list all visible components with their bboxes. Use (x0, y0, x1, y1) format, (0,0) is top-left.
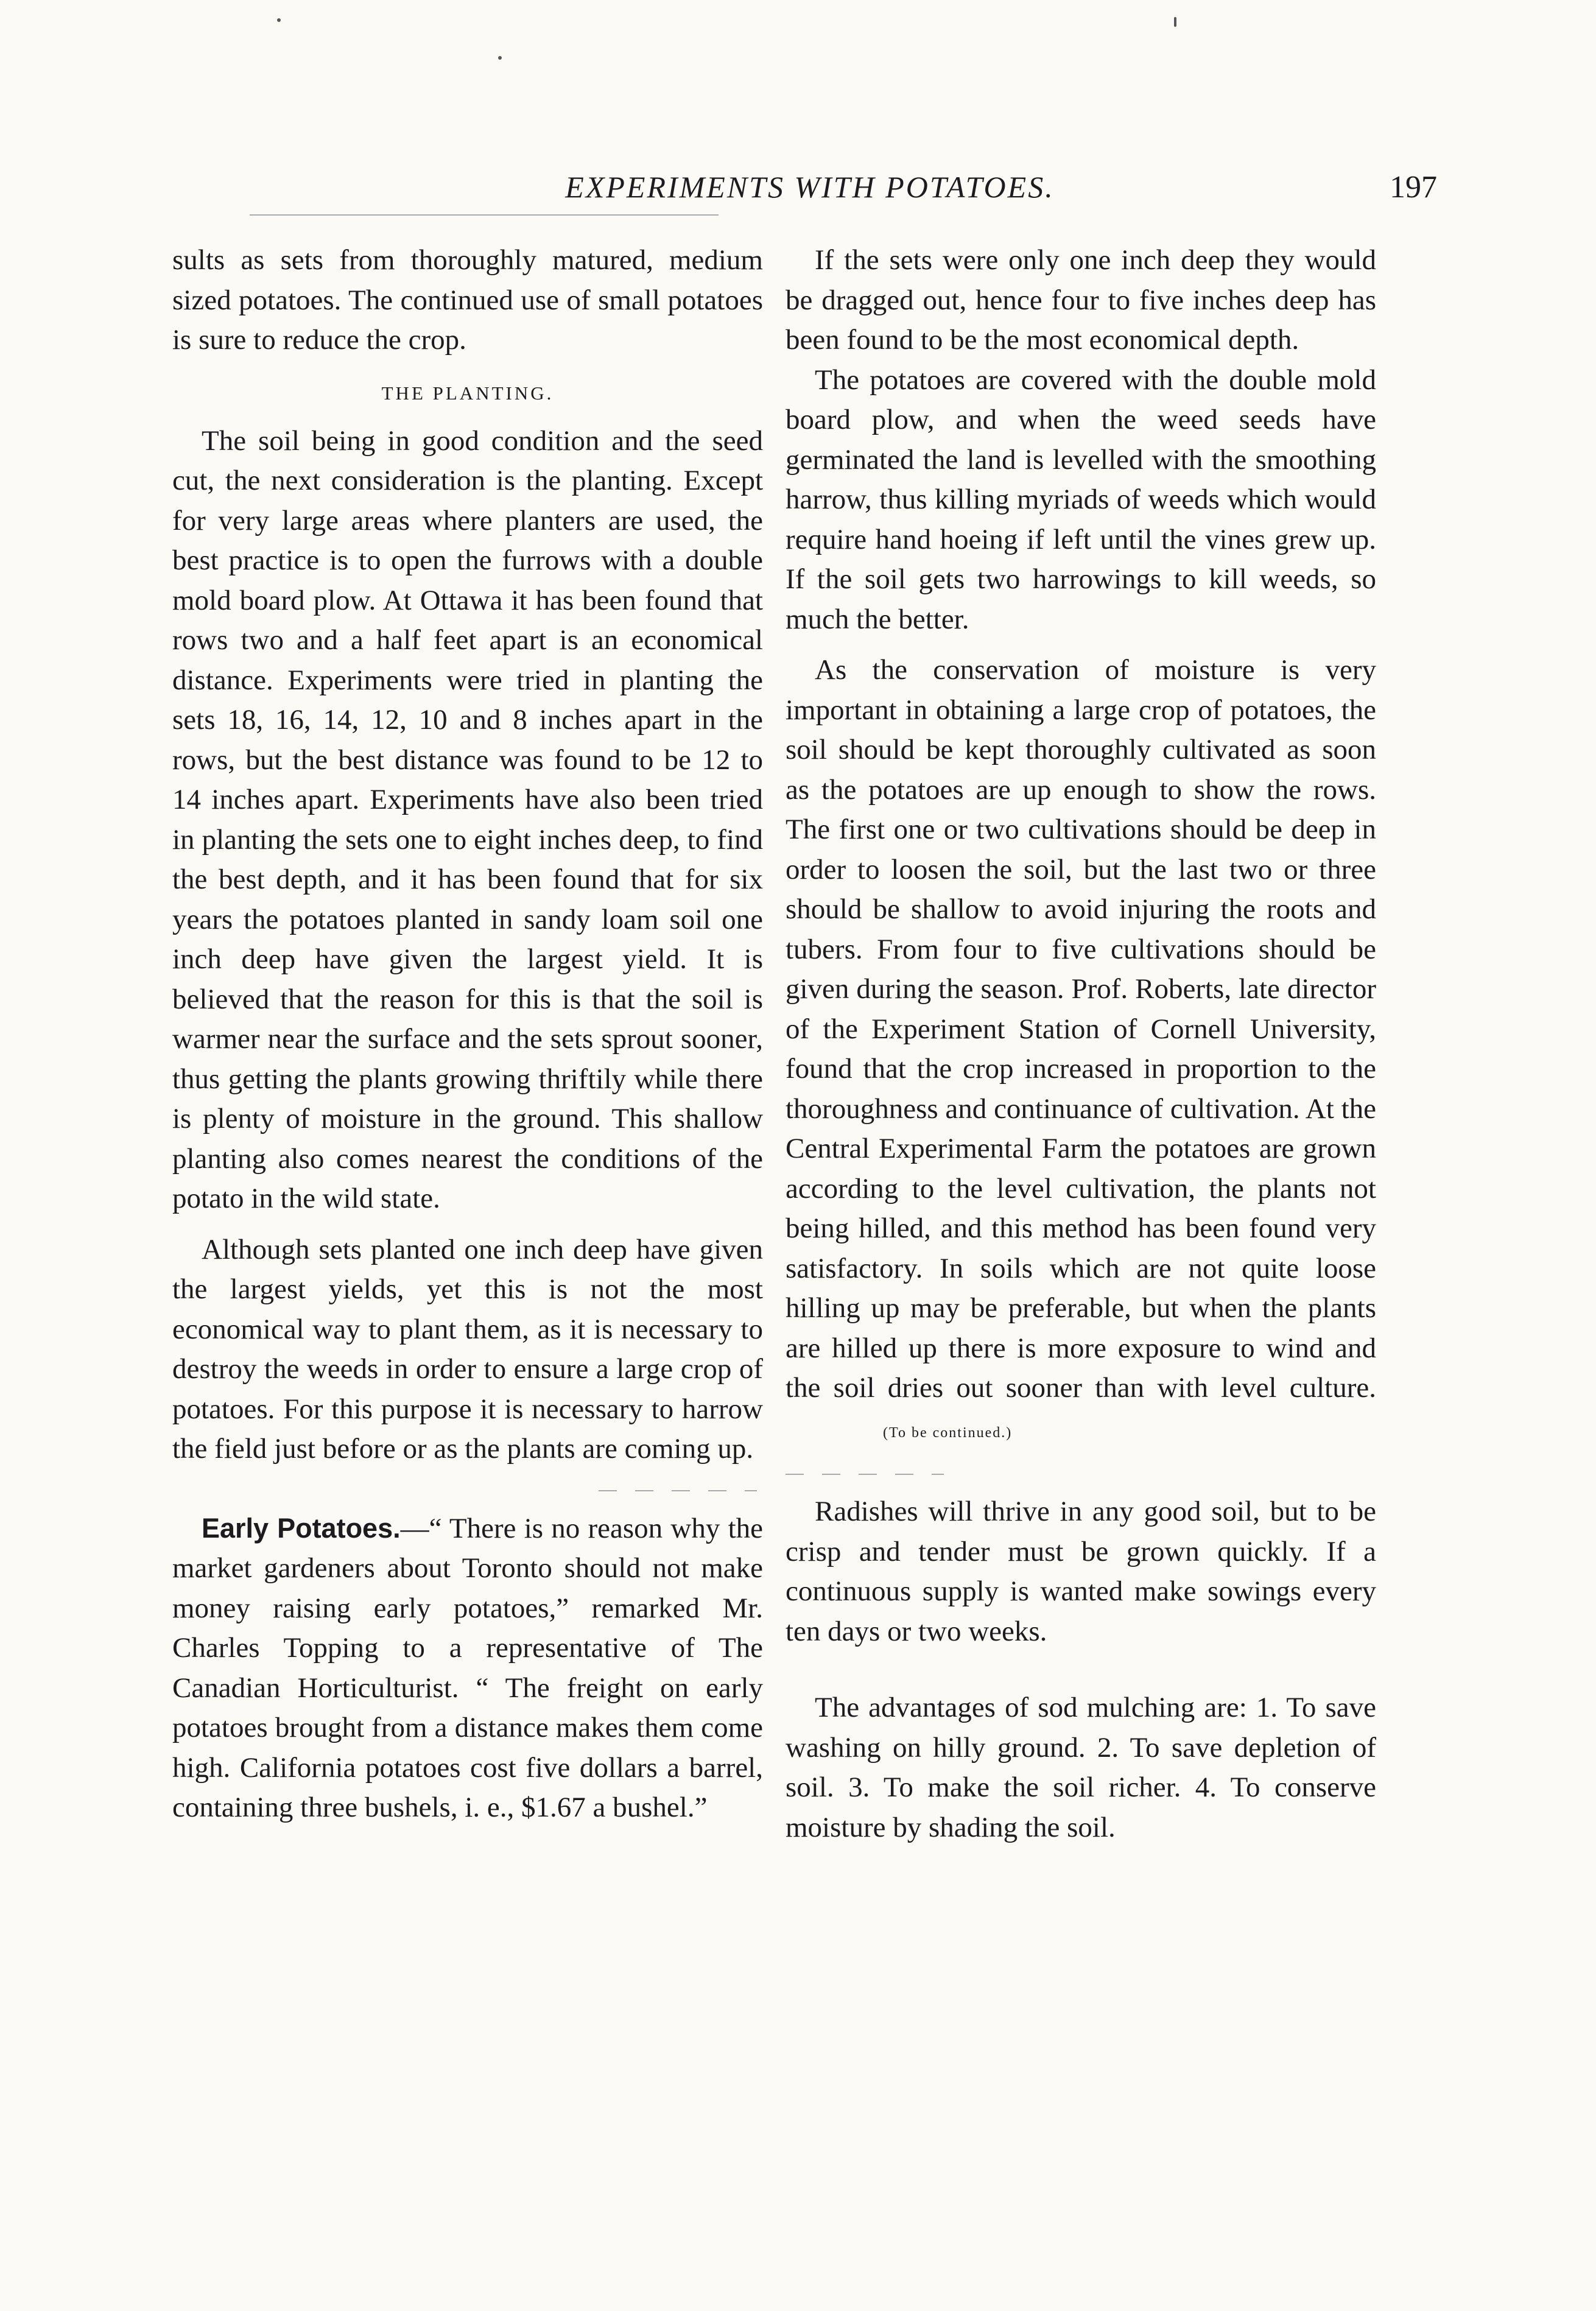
radishes-paragraph: Radishes will thrive in any good soil, but to be crisp and tender must be grown quickly. If a continuous supply is wanted make sowings every ten days or two weeks. (786, 1496, 1376, 1647)
running-head (183, 169, 1437, 218)
left-paragraph-1: sults as sets from thoroughly matured, medium sized potatoes. The continued use of small potatoes is sure to reduce the crop. (172, 244, 763, 356)
section-heading-planting: THE PLANTING. (381, 382, 554, 404)
right-column (786, 241, 1376, 1848)
continued-note: (To be continued.) (883, 1424, 1013, 1441)
right-paragraph-3-text: As the conservation of moisture is very important in obtaining a large crop of potatoes, the soil should be kept thoroughly cultivated as soon as the potatoes are up enough to show the rows. The first one or two cultivations should be deep in order to loosen the soil, but the last two or three should be shallow to avoid injuring the roots and tubers. From four to five cultivations should be given during the season. Prof. Roberts, late director of the Experiment Station of Cornell University, found that the crop increased in proportion to the thoroughness and continuance of cultivation. At the Central Experimental Farm the potatoes are grown according to the level cultivation, the plants not being hilled, and this method has been found very satisfactory. In soils which are not quite loose hilling up may be preferable, but when the plants are hilled up there is more exposure to wind and the soil dries out sooner than with level culture. (786, 654, 1376, 1404)
early-potatoes-title: Early Potatoes. (202, 1512, 401, 1544)
sod-mulching-paragraph: The advantages of sod mulching are: 1. To save washing on hilly ground. 2. To save depletion of soil. 3. To make the soil richer. 4. To conserve moisture by shading the soil. (786, 1692, 1376, 1843)
section-separator-left (599, 1490, 757, 1491)
section-separator-right (786, 1474, 944, 1475)
right-paragraph-2: The potatoes are covered with the double mold board plow, and when the weed seeds have germinated the land is levelled with the smoothing harrow, thus killing myriads of weeds which would require hand hoeing if left until the vines grew up. If the soil gets two harrowings to kill weeds, so much the better. (786, 364, 1376, 635)
speck-top-left (277, 18, 281, 22)
left-column (172, 241, 763, 1828)
early-potatoes-text: —“ There is no reason why the market gardeners about Toronto should not make money raising early potatoes,” remarked Mr. Charles Topping to a representative of The Canadian Horticulturist. “ The freight on early potatoes brought from a distance makes them come high. California potatoes cost five dollars a barrel, containing three bushels, i. e., $1.67 a bushel.” (172, 1512, 763, 1823)
left-paragraph-2: The soil being in good condition and the seed cut, the next consideration is the planting. Except for very large areas where planters are used, the best practice is to open the furrows with a double mold board plow. At Ottawa it has been found that rows two and a half feet apart is an economical distance. Experiments were tried in planting the sets 18, 16, 14, 12, 10 and 8 inches apart in the rows, but the best distance was found to be 12 to 14 inches apart. Experiments have also been tried in planting the sets one to eight inches deep, to find the best depth, and it has been found that for six years the potatoes planted in sandy loam soil one inch deep have given the largest yield. It is believed that the reason for this is that the soil is warmer near the surface and the sets sprout sooner, thus getting the plants growing thriftily while there is plenty of moisture in the ground. This shallow planting also comes nearest the conditions of the potato in the wild state. (172, 424, 763, 1214)
right-paragraph-3 (786, 650, 1376, 1453)
early-potatoes-paragraph (172, 1508, 763, 1828)
left-paragraph-3: Although sets planted one inch deep have given the largest yields, yet this is not the most economical way to plant them, as it is necessary to destroy the weeds in order to ensure a large crop of potatoes. For this purpose it is necessary to harrow the field just before or as the plants are coming up. (172, 1233, 763, 1465)
speck-top-right (1174, 17, 1176, 27)
right-paragraph-1: If the sets were only one inch deep they would be dragged out, hence four to five inches deep has been found to be the most economical depth. (786, 244, 1376, 356)
header-rule (250, 214, 719, 216)
running-title: EXPERIMENTS WITH POTATOES. (565, 170, 1055, 204)
speck-top-center (498, 56, 502, 60)
page-number: 197 (1390, 170, 1437, 205)
